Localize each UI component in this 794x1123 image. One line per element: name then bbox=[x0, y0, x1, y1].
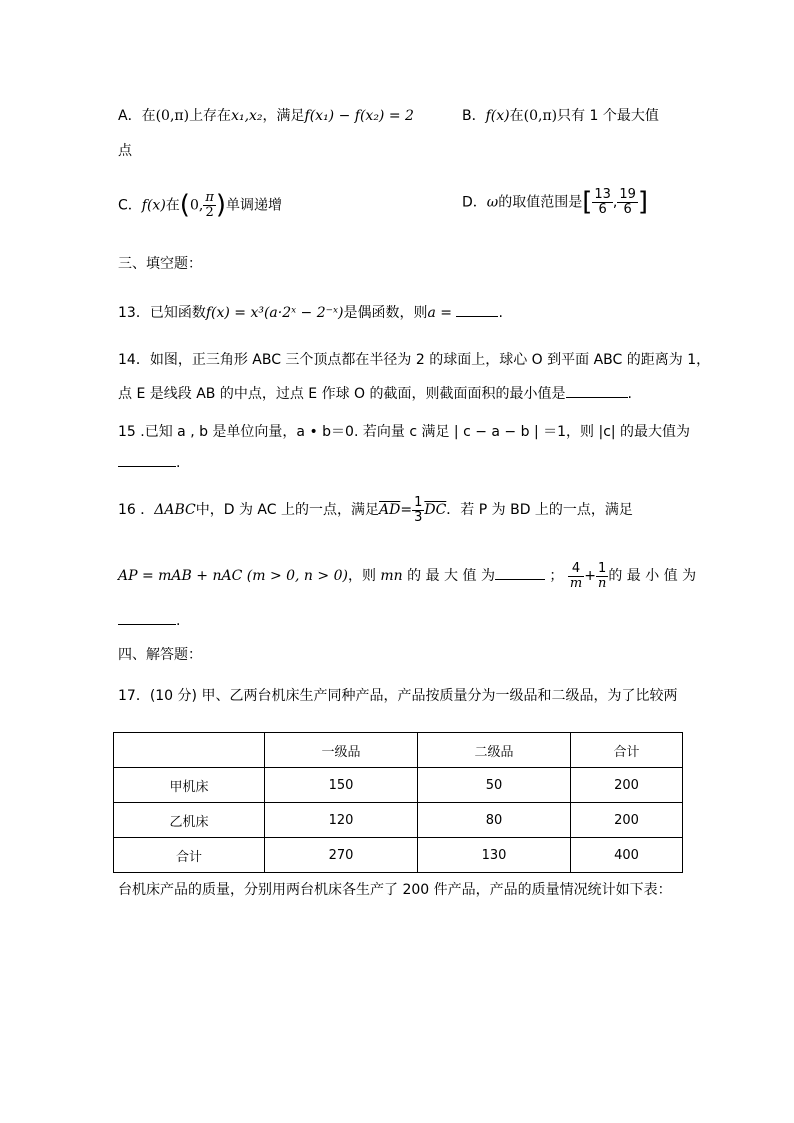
question-16-line-2: AP = mAB + nAC (m > 0, n > 0)，则 mn 的 最 大 值 为 ； $\frac{4}{m}$ + $\frac{1}{n}$ 的 最 小 值 为 bbox=[118, 561, 697, 591]
table-cell: 200 bbox=[571, 768, 683, 803]
table-row bbox=[114, 838, 683, 873]
table-header-cell: 一级品 bbox=[265, 733, 418, 768]
question-16-answer: . bbox=[118, 610, 180, 630]
table-header-row bbox=[114, 733, 683, 768]
table-header-cell: 合计 bbox=[571, 733, 683, 768]
table-row bbox=[114, 803, 683, 838]
fraction-13-6: $\frac{13}{6}$ bbox=[594, 187, 611, 218]
table-header-cell: 二级品 bbox=[418, 733, 571, 768]
table-cell: 130 bbox=[418, 838, 571, 873]
table-cell: 甲机床 bbox=[114, 768, 265, 803]
answer-blank bbox=[456, 302, 498, 317]
question-16-line-1: 16 ．ΔABC中，D 为 AC 上的一点，满足$\overline{AD}=$ $\frac{1}{3}$ $\overline{DC}$．若 P 为 BD 上的一点，满足 bbox=[118, 495, 633, 525]
question-17: 17．(10 分) 甲、乙两台机床生产同种产品，产品按质量分为一级品和二级品，为了比较两 bbox=[118, 688, 678, 704]
table-cell: 120 bbox=[265, 803, 418, 838]
fraction-4-m: $\frac{4}{m}$ bbox=[569, 561, 583, 591]
option-a: A．在(0,π)上存在x₁,x₂，满足f(x₁) − f(x₂) = 2 bbox=[118, 108, 414, 124]
answer-blank bbox=[118, 610, 176, 625]
table-cell: 400 bbox=[571, 838, 683, 873]
option-d: D．ω的取值范围是[ $\frac{13}{6}$ , $\frac{19}{6}$ ] bbox=[462, 187, 649, 218]
table-cell: 50 bbox=[418, 768, 571, 803]
question-17-continued: 台机床产品的质量，分别用两台机床各生产了 200 件产品，产品的质量情况统计如下表： bbox=[118, 882, 672, 898]
answer-blank bbox=[495, 565, 545, 580]
table-cell: 80 bbox=[418, 803, 571, 838]
question-15-answer: . bbox=[118, 452, 180, 472]
option-b-continued: 点 bbox=[118, 143, 132, 159]
question-14-line-1: 14．如图，正三角形 ABC 三个顶点都在半径为 2 的球面上，球心 O 到平面 ABC 的距离为 1， bbox=[118, 352, 711, 368]
table-cell: 乙机床 bbox=[114, 803, 265, 838]
fraction-19-6: $\frac{19}{6}$ bbox=[619, 187, 636, 218]
table-cell: 合计 bbox=[114, 838, 265, 873]
section-fill-in-heading: 三、填空题： bbox=[118, 256, 202, 272]
table-cell: 200 bbox=[571, 803, 683, 838]
question-13: 13．已知函数f(x) = x³(a·2ˣ − 2⁻ˣ)是偶函数，则a = . bbox=[118, 302, 503, 322]
quality-table bbox=[113, 732, 683, 873]
fraction-1-3: $\frac{1}{3}$ bbox=[414, 495, 423, 525]
section-answer-heading: 四、解答题： bbox=[118, 647, 202, 663]
answer-blank bbox=[566, 383, 628, 398]
option-c: C．f(x)在(0, $\frac{\pi}{2}$ )单调递增 bbox=[118, 190, 283, 221]
table-header-cell bbox=[114, 733, 265, 768]
question-14-line-2: 点 E 是线段 AB 的中点，过点 E 作球 O 的截面，则截面面积的最小值是 . bbox=[118, 383, 632, 403]
table-cell: 270 bbox=[265, 838, 418, 873]
table-row bbox=[114, 768, 683, 803]
question-15: 15 .已知 a , b 是单位向量，a • b＝0. 若向量 c 满足 | c − a − b | ＝1，则 |c| 的最大值为 bbox=[118, 424, 691, 440]
answer-blank bbox=[118, 452, 176, 467]
table-cell: 150 bbox=[265, 768, 418, 803]
option-b: B．f(x)在(0,π)只有 1 个最大值 bbox=[462, 108, 659, 124]
pi-over-2-fraction: $\frac{\pi}{2}$ bbox=[205, 190, 214, 221]
fraction-1-n: $\frac{1}{n}$ bbox=[597, 561, 607, 591]
